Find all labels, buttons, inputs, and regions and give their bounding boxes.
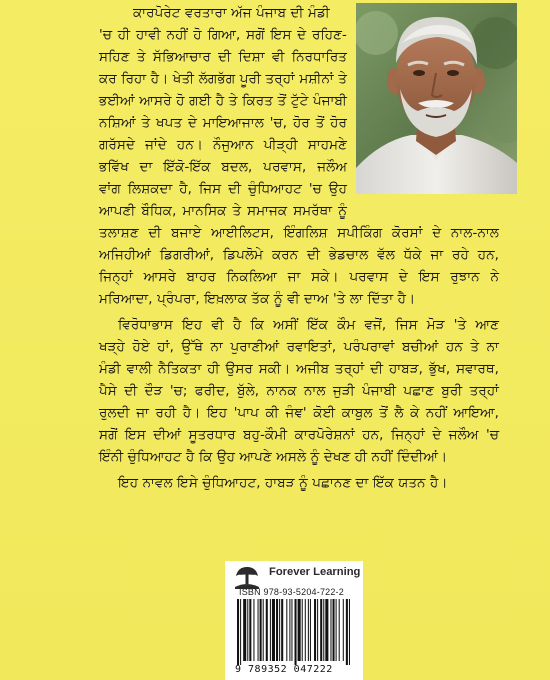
blurb-line: ਰੁਲਦੀ ਜਾ ਰਹੀ ਹੈ। ਇਹ 'ਪਾਪ ਕੀ ਜੰਞ' ਕੋਈ ਕਾਬੁਲ ਤੋਂ ਲੈ ਕੇ ਨਹੀਂ ਆਇਆ,: [99, 406, 499, 421]
barcode-bar: [253, 599, 254, 661]
barcode-bar: [260, 599, 262, 661]
blurb-line: ਆਪਣੀ ਬੌਧਿਕ, ਮਾਨਸਿਕ ਤੇ ਸਮਾਜਕ ਸਮਰੱਥਾ ਨੂੰ: [99, 204, 347, 219]
blurb-line: ਕਰ ਰਿਹਾ ਹੈ। ਖੇਤੀ ਲੱਗਭੱਗ ਪੂਰੀ ਤਰ੍ਹਾਂ ਮਸ਼ੀਨਾਂ ਤੇ: [99, 72, 347, 87]
blurb-closing-line: ਇਹ ਨਾਵਲ ਇਸੇ ਚੁੰਧਿਆਹਟ, ਹਾਬੜ ਨੂੰ ਪਛਾਨਣ ਦਾ ਇੱਕ ਯਤਨ ਹੈ।: [118, 476, 448, 491]
barcode-bar: [272, 599, 275, 661]
blurb-line: 'ਚ ਹੀ ਹਾਵੀ ਨਹੀਂ ਹੋ ਗਿਆ, ਸਗੋਂ ਇਸ ਦੇ ਰਹਿਣ-: [99, 28, 347, 43]
barcode-digits: 9 789352 047222: [235, 664, 333, 675]
blurb-line: ਖੜ੍ਹੇ ਹੋਏ ਹਾਂ, ਉੱਥੇ ਨਾ ਪੁਰਾਣੀਆਂ ਰਵਾਇਤਾਂ, ਪਰੰਪਰਾਵਾਂ ਬਚੀਆਂ ਹਨ ਤੇ ਨਾ: [99, 340, 499, 355]
publisher-name: Forever Learning: [269, 566, 361, 578]
barcode-bar: [330, 599, 331, 661]
barcode-bar: [346, 599, 348, 665]
blurb-line: ਪੈਸੇ ਦੀ ਦੌੜ 'ਚ; ਫਰੀਦ, ਬੁੱਲੇ, ਨਾਨਕ ਨਾਲ ਜੁੜੀ ਪੰਜਾਬੀ ਪਛਾਣ ਬੁਰੀ ਤਰ੍ਹਾਂ: [99, 384, 499, 399]
barcode-bar: [349, 599, 350, 665]
blurb-line: ਵਿਰੋਧਾਭਾਸ ਇਹ ਵੀ ਹੈ ਕਿ ਅਸੀਂ ਇੱਕ ਕੌਮ ਵਜੋਂ, ਜਿਸ ਮੋੜ 'ਤੇ ਆਣ: [118, 318, 499, 333]
blurb-line: ਅਜਿਹੀਆਂ ਡਿਗਰੀਆਂ, ਡਿਪਲੋਮੇ ਕਰਨ ਦੀ ਭੇਡਚਾਲ ਵੱਲ ਧੱਕੇ ਜਾ ਰਹੇ ਹਨ,: [99, 248, 499, 263]
barcode-bar: [343, 599, 344, 661]
blurb-line: ਗਰੱਸਦੇ ਜਾਂਦੇ ਹਨ। ਨੌਜੁਆਨ ਪੀੜ੍ਹੀ ਸਾਹਮਣੇ: [99, 138, 347, 153]
barcode-bar: [249, 599, 251, 661]
barcode-bar: [258, 599, 259, 661]
barcode: [235, 599, 353, 665]
blurb-line: ਨਸ਼ਿਆਂ ਤੇ ਖਪਤ ਦੇ ਮਾਇਆਜਾਲ 'ਚ, ਹੋਰ ਤੋਂ ਹੋਰ: [99, 116, 347, 131]
barcode-bar: [323, 599, 324, 661]
blurb-line: ਸਹਿਣ ਤੇ ਸੱਭਿਆਚਾਰ ਦੀ ਦਿਸ਼ਾ ਵੀ ਨਿਰਧਾਰਿਤ: [99, 50, 347, 65]
barcode-bar: [336, 599, 337, 661]
barcode-bar: [325, 599, 328, 661]
barcode-bar: [237, 599, 239, 665]
barcode-bar: [279, 599, 280, 661]
blurb-line: ਮਰਿਆਦਾ, ਪ੍ਰੰਪਰਾ, ਇਖ਼ਲਾਕ ਤੱਕ ਨੂੰ ਵੀ ਦਾਅ 'ਤੇ ਲਾ ਦਿੱਤਾ ਹੈ।: [99, 292, 416, 307]
blurb-line: ਭਈਆਂ ਆਸਰੇ ਹੋ ਗਈ ਹੈ ਤੇ ਕਿਰਤ ਤੋਂ ਟੁੱਟੇ ਪੰਜਾਬੀ: [99, 94, 347, 109]
barcode-bar: [266, 599, 268, 661]
barcode-bar: [243, 599, 246, 661]
blurb-line: ਕਾਰਪੋਰੇਟ ਵਰਤਾਰਾ ਅੱਜ ਪੰਜਾਬ ਦੀ ਮੰਡੀ: [133, 6, 330, 21]
barcode-bar: [308, 599, 309, 661]
barcode-bar: [240, 599, 241, 665]
author-portrait-image: [356, 3, 517, 194]
barcode-bar: [302, 599, 303, 661]
blurb-line: ਵਾਂਗ ਲਿਸ਼ਕਦਾ ਹੈ, ਜਿਸ ਦੀ ਚੁੰਧਿਆਹਟ 'ਚ ਉਹ: [99, 182, 347, 197]
barcode-bar: [298, 599, 301, 661]
barcode-bar: [305, 599, 306, 661]
blurb-line: ਸਗੋਂ ਇਸ ਦੀਆਂ ਸੂਤਰਧਾਰ ਬਹੁ-ਕੌਮੀ ਕਾਰਪੋਰੇਸ਼ਨਾਂ ਹਨ, ਜਿਨ੍ਹਾਂ ਦੇ ਜਲੌਅ 'ਚ: [99, 428, 499, 443]
blurb-line: ਮੰਡੀ ਵਾਲੀ ਨੈਤਿਕਤਾ ਹੀ ਉਸਰ ਸਕੀ। ਅਜੀਬ ਤਰ੍ਹਾਂ ਦੀ ਹਾਬੜ, ਭੁੱਖ, ਸਵਾਰਥ,: [99, 362, 499, 377]
barcode-bar: [281, 599, 283, 661]
isbn-number: ISBN 978-93-5204-722-2: [239, 587, 344, 597]
isbn-panel: [225, 561, 363, 680]
barcode-bar: [247, 599, 248, 661]
barcode-bar: [286, 599, 287, 661]
barcode-bar: [317, 599, 318, 661]
barcode-bar: [263, 599, 264, 661]
barcode-bar: [333, 599, 335, 661]
blurb-line: ਇੰਨੀ ਚੁੰਧਿਆਹਟ ਹੈ ਕਿ ਉਹ ਆਪਣੇ ਅਸਲੇ ਨੂੰ ਦੇਖਣ ਹੀ ਨਹੀਂ ਦਿੰਦੀਆਂ।: [99, 450, 448, 465]
blurb-line: ਜਿਨ੍ਹਾਂ ਆਸਰੇ ਬਾਹਰ ਨਿਕਲਿਆ ਜਾ ਸਕੇ। ਪਰਵਾਸ ਦੇ ਇਸ ਰੁਝਾਨ ਨੇ: [99, 270, 499, 285]
author-photo: [356, 3, 517, 194]
barcode-bar: [339, 599, 340, 661]
blurb-line: ਭਵਿੱਖ ਦਾ ਇੱਕੋ-ਇੱਕ ਬਦਲ, ਪਰਵਾਸ, ਜਲੌਅ: [99, 160, 347, 175]
barcode-bar: [310, 599, 311, 661]
barcode-bar: [320, 599, 322, 661]
barcode-bar: [295, 599, 297, 665]
barcode-bar: [291, 599, 292, 661]
blurb-line: ਤਲਾਸ਼ਣ ਦੀ ਬਜਾਏ ਆਈਲਿਟਸ, ਇੰਗਲਿਸ਼ ਸਪੀਕਿੰਗ ਕੋਰਸਾਂ ਦੇ ਨਾਲ-ਨਾਲ: [99, 226, 499, 241]
barcode-bar: [289, 599, 290, 661]
barcode-bar: [270, 599, 271, 661]
barcode-bar: [314, 599, 316, 661]
barcode-bar: [276, 599, 278, 661]
